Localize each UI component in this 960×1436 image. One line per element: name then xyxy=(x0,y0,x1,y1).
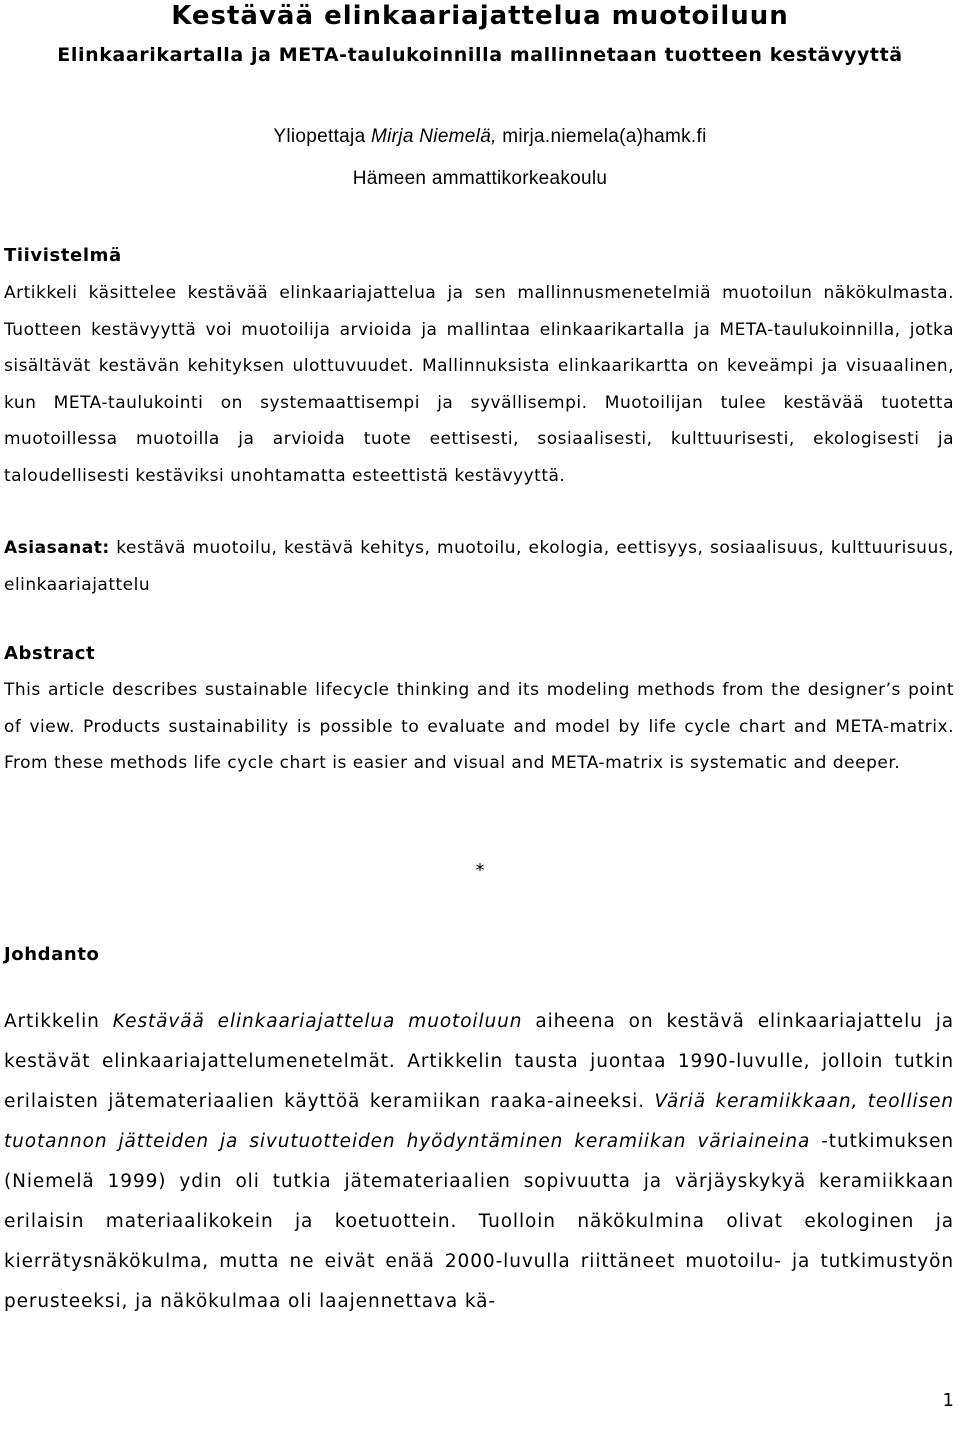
page-number: 1 xyxy=(942,1390,954,1411)
author-name: Mirja Niemelä, xyxy=(371,126,497,147)
article-title: Kestävää elinkaariajattelua muotoiluun xyxy=(171,1,789,31)
keywords-text: kestävä muotoilu, kestävä kehitys, muotoilu, ekologia, eettisyys, sosiaalisuus, kulttuurisuus, elinkaariajattelu xyxy=(4,538,954,595)
abstract-heading: Abstract xyxy=(4,643,96,664)
section-separator: * xyxy=(475,860,485,881)
author-email: mirja.niemela(a)hamk.fi xyxy=(502,126,707,147)
tiivistelma-heading: Tiivistelmä xyxy=(4,245,122,266)
study-title-italic: Väriä keramiikkaan, teollisen tuotannon jätteiden ja sivutuotteiden hyödyntäminen keramiikan väriaineina xyxy=(4,1091,954,1152)
johdanto-text-3: -tutkimuksen (Niemelä 1999) ydin oli tutkia jätemateriaalien sopivuutta ja värjäyskykyä keramiikkaan erilaisin materiaalikokein ja koetuottein. Tuolloin näkökulmina olivat ekologinen ja kierrätysnäkökulma, mutta ne eivät enää 2000-luvulla riittäneet muotoilu- ja tutkimustyön perusteeksi, ja näkökulmaa oli laajennettava kä- xyxy=(4,1131,954,1312)
abstract-text: This article describes sustainable lifecycle thinking and its modeling methods from the designer’s point of view. Products sustainability is possible to evaluate and model by life cycle chart and META-matrix. From these methods life cycle chart is easier and visual and META-matrix is systematic and deeper. xyxy=(4,680,954,773)
author-line xyxy=(0,124,960,150)
tiivistelma-text: Artikkeli käsittelee kestävää elinkaariajattelua ja sen mallinnusmenetelmiä muotoilun näkökulmasta. Tuotteen kestävyyttä voi muotoilija arvioida ja mallintaa elinkaarikartalla ja META-taulukoinnilla, jotka sisältävät kestävän kehityksen ulottuvuudet. Mallinnuksista elinkaarikartta on keveämpi ja visuaalinen, kun META-taulukointi on systemaattisempi ja syvällisempi. Muotoilijan tulee kestävää tuotetta muotoillessa muotoilla ja arvioida tuote eettisesti, sosiaalisesti, kulttuurisesti, ekologisesti ja taloudellisesti kestäviksi unohtamatta esteettistä kestävyyttä. xyxy=(4,283,954,486)
johdanto-text-2: aiheena on kestävä elinkaariajattelu ja kestävät elinkaariajattelumenetelmät. Artikkelin tausta juontaa 1990-luvulle, jolloin tutkin erilaisten jätemateriaalien käyttöä keramiikan raaka-aineeksi. xyxy=(4,1011,955,1112)
author-role: Yliopettaja xyxy=(273,126,366,147)
keywords-label: Asiasanat: xyxy=(4,538,110,558)
johdanto-text-1: Artikkelin xyxy=(4,1011,113,1032)
article-name-italic: Kestävää elinkaariajattelua muotoiluun xyxy=(112,1011,523,1032)
johdanto-text xyxy=(4,1002,954,1322)
author-institution: Hämeen ammattikorkeakoulu xyxy=(352,168,608,189)
johdanto-heading: Johdanto xyxy=(4,944,100,965)
keywords-paragraph xyxy=(4,530,954,603)
article-subtitle: Elinkaarikartalla ja META-taulukoinnilla mallinnetaan tuotteen kestävyyttä xyxy=(57,44,903,66)
